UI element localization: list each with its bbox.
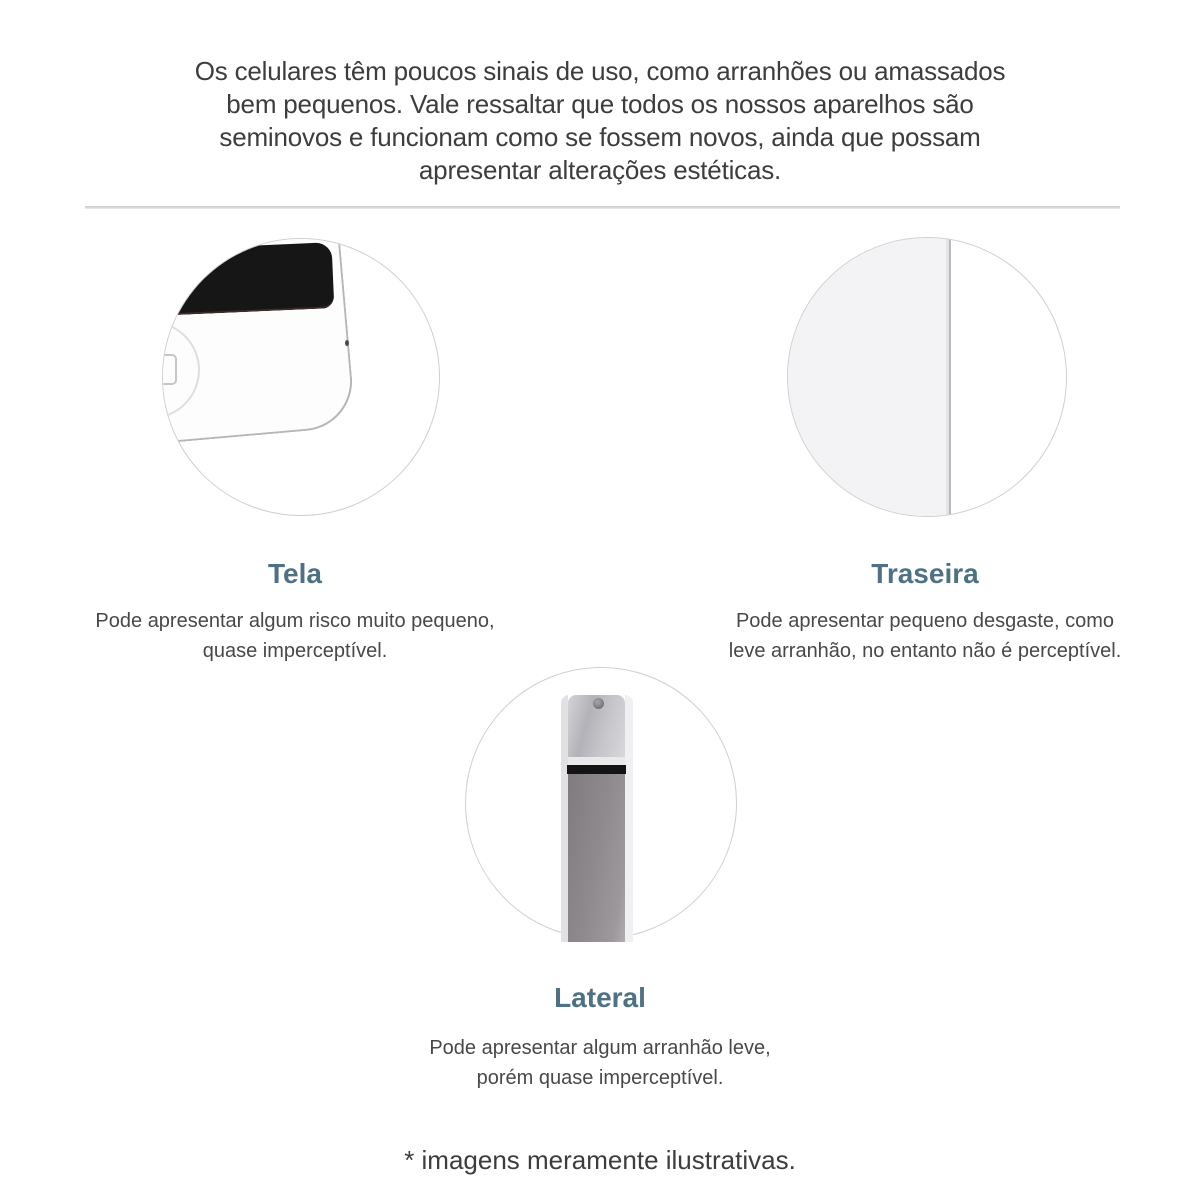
phone-side-screw-icon xyxy=(593,698,604,709)
horizontal-divider xyxy=(85,206,1120,209)
phone-side-bright-band xyxy=(568,757,625,765)
traseira-photo-circle xyxy=(787,237,1067,517)
phone-back-edge-line xyxy=(949,238,951,516)
desc-line: leve arranhão, no entanto não é perceptível. xyxy=(728,640,1122,662)
tela-photo-circle xyxy=(162,238,440,516)
phone-side-antenna-band xyxy=(567,765,626,774)
section-desc-lateral xyxy=(350,1033,850,1093)
intro-paragraph xyxy=(0,55,1200,187)
intro-line: seminovos e funcionam como se fossem novos, ainda que possam xyxy=(219,122,981,152)
desc-line: Pode apresentar algum arranhão leve, xyxy=(429,1037,771,1059)
desc-line: Pode apresentar pequeno desgaste, como xyxy=(735,610,1115,632)
section-desc-tela xyxy=(45,606,545,666)
intro-line: apresentar alterações estéticas. xyxy=(418,155,782,185)
phone-side-left-highlight xyxy=(561,695,568,942)
intro-line: Os celulares têm poucos sinais de uso, como arranhões ou amassados xyxy=(194,56,1006,86)
phone-side-switch-dot xyxy=(345,340,349,346)
phone-side-gray-body xyxy=(568,774,625,942)
section-title-traseira: Traseira xyxy=(871,558,979,589)
desc-line: quase imperceptível. xyxy=(202,640,388,662)
phone-screen-black-area xyxy=(162,242,334,318)
phone-side-metal-strip xyxy=(568,695,625,942)
phone-back-panel xyxy=(788,238,949,516)
section-title-tela: Tela xyxy=(268,558,322,589)
phone-side-edge-photo xyxy=(561,695,633,942)
phone-side-right-highlight xyxy=(625,695,633,942)
section-title-lateral: Lateral xyxy=(554,982,646,1013)
section-desc-traseira xyxy=(665,606,1185,666)
home-button-square-icon xyxy=(162,354,177,385)
desc-line: porém quase imperceptível. xyxy=(476,1067,724,1089)
desc-line: Pode apresentar algum risco muito pequeno, xyxy=(95,610,495,632)
footnote-disclaimer: * imagens meramente ilustrativas. xyxy=(404,1145,796,1175)
intro-line: bem pequenos. Vale ressaltar que todos os nossos aparelhos são xyxy=(226,89,974,119)
